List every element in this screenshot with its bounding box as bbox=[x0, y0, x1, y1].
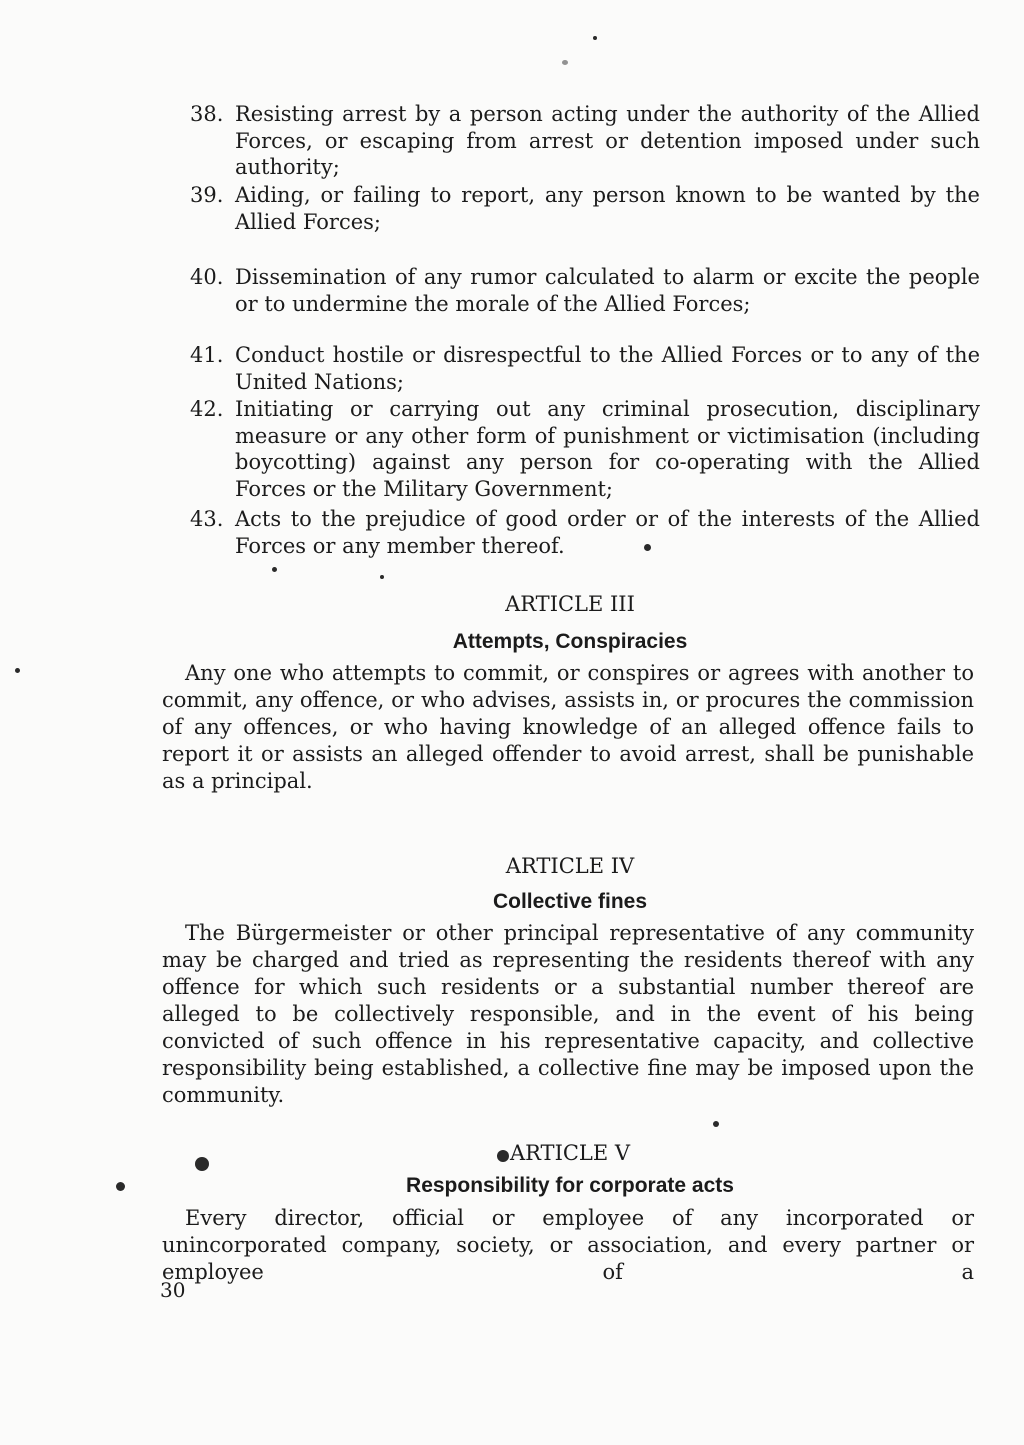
list-item-43 bbox=[190, 506, 980, 559]
list-item-41 bbox=[190, 342, 980, 395]
scan-speck bbox=[713, 1121, 719, 1127]
item-number: 39. bbox=[190, 183, 224, 207]
list-item-42 bbox=[190, 396, 980, 502]
scan-speck bbox=[380, 575, 384, 579]
item-number: 43. bbox=[190, 507, 224, 531]
article-4-heading: ARTICLE IV bbox=[505, 854, 635, 878]
scan-speck bbox=[195, 1157, 209, 1171]
item-text: Conduct hostile or disrespectful to the Allied Forces or to any of the United Nations; bbox=[235, 343, 980, 394]
item-number: 42. bbox=[190, 397, 224, 421]
article-5-heading: ARTICLE V bbox=[509, 1141, 631, 1165]
scan-speck bbox=[644, 544, 651, 551]
scan-speck bbox=[562, 60, 568, 65]
item-text: Initiating or carrying out any criminal prosecution, disciplinary measure or any other form of punishment or victimisation (including boycotting) against any person for co-operating with the Allied Forces or the Military Government; bbox=[235, 397, 980, 501]
item-number: 40. bbox=[190, 265, 224, 289]
list-item-40 bbox=[190, 264, 980, 317]
item-text: Acts to the prejudice of good order or of the interests of the Allied Forces or any member thereof. bbox=[235, 507, 980, 558]
article-3-title: Attempts, Conspiracies bbox=[452, 630, 688, 653]
scan-speck bbox=[497, 1150, 509, 1162]
scan-speck bbox=[116, 1182, 125, 1191]
list-item-39 bbox=[190, 182, 980, 235]
list-item-38 bbox=[190, 101, 980, 181]
scan-speck bbox=[272, 567, 277, 572]
item-text: Dissemination of any rumor calculated to alarm or excite the people or to undermine the morale of the Allied Forces; bbox=[235, 265, 980, 316]
page-number: 30 bbox=[160, 1278, 186, 1302]
article-4-body: The Bürgermeister or other principal representative of any community may be charged and tried as representing the residents thereof with any offence for which such residents or a substantial number thereof are alleged to be collectively responsible, and in the event of his being convicted of such offence in his representative capacity, and collective responsibility being established, a collective fine may be imposed upon the community. bbox=[162, 921, 974, 1107]
article-4-title: Collective fines bbox=[492, 890, 648, 913]
scan-speck bbox=[593, 36, 597, 40]
article-3-body: Any one who attempts to commit, or conspires or agrees with another to commit, any offence, or who advises, assists in, or procures the commission of any offences, or who having knowledge of an alleged offence fails to report it or assists an alleged offender to avoid arrest, shall be punishable as a principal. bbox=[162, 661, 974, 793]
item-text: Resisting arrest by a person acting under the authority of the Allied Forces, or escaping from arrest or detention imposed under such authority; bbox=[235, 102, 980, 179]
item-text: Aiding, or failing to report, any person known to be wanted by the Allied Forces; bbox=[235, 183, 980, 234]
item-number: 41. bbox=[190, 343, 224, 367]
article-3-heading: ARTICLE III bbox=[505, 592, 635, 616]
item-number: 38. bbox=[190, 102, 224, 126]
article-5-title: Responsibility for corporate acts bbox=[406, 1174, 734, 1197]
scan-speck bbox=[15, 668, 20, 673]
article-5-body: Every director, official or employee of any incorporated or unincorporated company, society, or association, and every partner or employee of a bbox=[162, 1206, 974, 1284]
